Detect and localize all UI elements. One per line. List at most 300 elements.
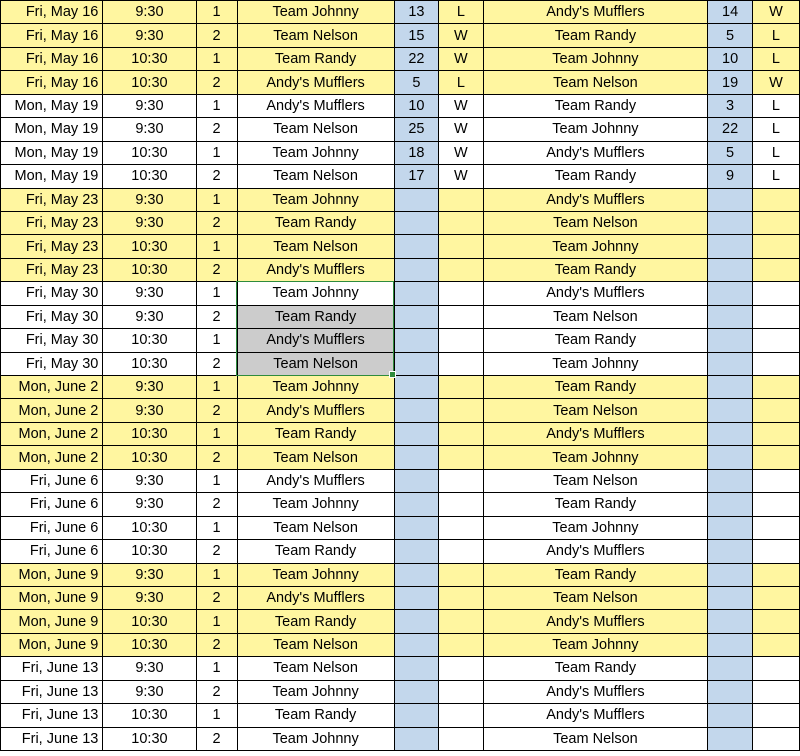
home-result-cell[interactable] — [439, 188, 483, 211]
away-result-cell[interactable] — [752, 211, 799, 234]
time-cell[interactable]: 10:30 — [103, 71, 196, 94]
away-team-cell[interactable]: Team Randy — [483, 563, 708, 586]
date-cell[interactable]: Fri, June 6 — [1, 493, 103, 516]
away-team-cell[interactable]: Team Johnny — [483, 516, 708, 539]
date-cell[interactable]: Fri, May 16 — [1, 71, 103, 94]
away-score-cell[interactable] — [708, 540, 753, 563]
home-result-cell[interactable] — [439, 305, 483, 328]
away-result-cell[interactable] — [752, 258, 799, 281]
home-team-cell[interactable]: Team Johnny — [237, 1, 394, 24]
away-result-cell[interactable] — [752, 563, 799, 586]
away-result-cell[interactable] — [752, 516, 799, 539]
time-cell[interactable]: 9:30 — [103, 586, 196, 609]
home-team-cell[interactable]: Team Nelson — [237, 165, 394, 188]
away-team-cell[interactable]: Andy's Mufflers — [483, 141, 708, 164]
field-cell[interactable]: 2 — [196, 211, 237, 234]
away-score-cell[interactable] — [708, 305, 753, 328]
time-cell[interactable]: 10:30 — [103, 352, 196, 375]
away-score-cell[interactable] — [708, 657, 753, 680]
away-team-cell[interactable]: Team Nelson — [483, 469, 708, 492]
field-cell[interactable]: 2 — [196, 118, 237, 141]
time-cell[interactable]: 10:30 — [103, 704, 196, 727]
home-team-cell[interactable]: Team Nelson — [237, 235, 394, 258]
away-result-cell[interactable] — [752, 422, 799, 445]
home-team-cell[interactable]: Team Nelson — [237, 24, 394, 47]
home-team-cell[interactable]: Team Johnny — [237, 727, 394, 750]
home-team-cell[interactable]: Team Randy — [237, 540, 394, 563]
schedule-row — [1, 352, 800, 375]
home-score-cell[interactable] — [394, 422, 439, 445]
away-score-cell[interactable] — [708, 516, 753, 539]
time-cell[interactable]: 10:30 — [103, 47, 196, 70]
date-cell[interactable]: Fri, June 6 — [1, 516, 103, 539]
away-team-cell[interactable]: Team Nelson — [483, 586, 708, 609]
date-cell[interactable]: Fri, May 23 — [1, 235, 103, 258]
home-score-cell[interactable] — [394, 680, 439, 703]
home-result-cell[interactable] — [439, 540, 483, 563]
time-cell[interactable]: 10:30 — [103, 610, 196, 633]
away-result-cell[interactable]: L — [752, 24, 799, 47]
field-cell[interactable]: 1 — [196, 282, 237, 305]
date-cell[interactable]: Mon, May 19 — [1, 165, 103, 188]
date-cell[interactable]: Mon, May 19 — [1, 118, 103, 141]
field-cell[interactable]: 2 — [196, 633, 237, 656]
away-score-cell[interactable] — [708, 399, 753, 422]
schedule-row — [1, 329, 800, 352]
home-score-cell[interactable] — [394, 540, 439, 563]
away-result-cell[interactable] — [752, 469, 799, 492]
away-score-cell[interactable] — [708, 211, 753, 234]
time-cell[interactable]: 9:30 — [103, 305, 196, 328]
date-cell[interactable]: Fri, June 13 — [1, 727, 103, 750]
away-team-cell[interactable]: Team Johnny — [483, 235, 708, 258]
home-result-cell[interactable] — [439, 235, 483, 258]
schedule-row — [1, 422, 800, 445]
home-score-cell[interactable] — [394, 727, 439, 750]
field-cell[interactable]: 2 — [196, 446, 237, 469]
time-cell[interactable]: 9:30 — [103, 657, 196, 680]
date-cell[interactable]: Fri, June 13 — [1, 704, 103, 727]
home-score-cell[interactable] — [394, 563, 439, 586]
time-cell[interactable]: 9:30 — [103, 282, 196, 305]
home-team-cell[interactable]: Andy's Mufflers — [237, 94, 394, 117]
date-cell[interactable]: Mon, June 2 — [1, 399, 103, 422]
field-cell[interactable]: 2 — [196, 352, 237, 375]
home-result-cell[interactable] — [439, 282, 483, 305]
away-result-cell[interactable] — [752, 493, 799, 516]
field-cell[interactable]: 2 — [196, 399, 237, 422]
date-cell[interactable]: Mon, May 19 — [1, 141, 103, 164]
away-team-cell[interactable]: Team Johnny — [483, 633, 708, 656]
home-score-cell[interactable] — [394, 258, 439, 281]
date-cell[interactable]: Fri, May 23 — [1, 211, 103, 234]
home-result-cell[interactable] — [439, 657, 483, 680]
date-cell[interactable]: Mon, June 9 — [1, 563, 103, 586]
away-team-cell[interactable]: Team Randy — [483, 376, 708, 399]
home-result-cell[interactable]: W — [439, 118, 483, 141]
home-team-cell[interactable]: Andy's Mufflers — [237, 586, 394, 609]
home-team-cell[interactable]: Team Randy — [237, 211, 394, 234]
home-result-cell[interactable]: L — [439, 1, 483, 24]
fill-handle[interactable] — [389, 371, 396, 378]
field-cell[interactable]: 2 — [196, 305, 237, 328]
home-score-cell[interactable]: 17 — [394, 165, 439, 188]
field-cell[interactable]: 2 — [196, 540, 237, 563]
away-result-cell[interactable] — [752, 305, 799, 328]
home-team-cell[interactable]: Andy's Mufflers — [237, 329, 394, 352]
home-score-cell[interactable]: 18 — [394, 141, 439, 164]
field-cell[interactable]: 1 — [196, 422, 237, 445]
home-result-cell[interactable] — [439, 258, 483, 281]
home-result-cell[interactable] — [439, 422, 483, 445]
field-cell[interactable]: 1 — [196, 329, 237, 352]
field-cell[interactable]: 1 — [196, 516, 237, 539]
date-cell[interactable]: Fri, May 23 — [1, 258, 103, 281]
away-team-cell[interactable]: Andy's Mufflers — [483, 540, 708, 563]
home-score-cell[interactable] — [394, 704, 439, 727]
date-cell[interactable]: Mon, June 2 — [1, 376, 103, 399]
home-result-cell[interactable] — [439, 680, 483, 703]
home-team-cell[interactable]: Team Nelson — [237, 657, 394, 680]
field-cell[interactable]: 1 — [196, 94, 237, 117]
home-score-cell[interactable] — [394, 399, 439, 422]
away-result-cell[interactable] — [752, 376, 799, 399]
away-team-cell[interactable]: Andy's Mufflers — [483, 704, 708, 727]
home-team-cell[interactable]: Team Johnny — [237, 188, 394, 211]
home-result-cell[interactable]: W — [439, 47, 483, 70]
away-team-cell[interactable]: Team Randy — [483, 258, 708, 281]
field-cell[interactable]: 2 — [196, 165, 237, 188]
home-score-cell[interactable]: 22 — [394, 47, 439, 70]
home-result-cell[interactable] — [439, 446, 483, 469]
date-cell[interactable]: Mon, June 9 — [1, 610, 103, 633]
away-score-cell[interactable]: 9 — [708, 165, 753, 188]
home-score-cell[interactable] — [394, 446, 439, 469]
away-result-cell[interactable] — [752, 727, 799, 750]
away-score-cell[interactable] — [708, 282, 753, 305]
date-cell[interactable]: Mon, May 19 — [1, 94, 103, 117]
date-cell[interactable]: Fri, June 13 — [1, 657, 103, 680]
away-score-cell[interactable] — [708, 633, 753, 656]
date-cell[interactable]: Fri, May 16 — [1, 1, 103, 24]
home-score-cell[interactable] — [394, 329, 439, 352]
away-result-cell[interactable] — [752, 586, 799, 609]
home-result-cell[interactable]: W — [439, 141, 483, 164]
home-score-cell[interactable]: 13 — [394, 1, 439, 24]
home-result-cell[interactable] — [439, 704, 483, 727]
time-cell[interactable]: 9:30 — [103, 211, 196, 234]
home-team-cell[interactable]: Team Johnny — [237, 493, 394, 516]
time-cell[interactable]: 9:30 — [103, 188, 196, 211]
home-score-cell[interactable] — [394, 211, 439, 234]
home-team-cell[interactable]: Team Nelson — [237, 352, 394, 375]
away-result-cell[interactable]: L — [752, 47, 799, 70]
schedule-row — [1, 188, 800, 211]
away-score-cell[interactable] — [708, 493, 753, 516]
time-cell[interactable]: 10:30 — [103, 422, 196, 445]
date-cell[interactable]: Fri, May 23 — [1, 188, 103, 211]
away-score-cell[interactable]: 3 — [708, 94, 753, 117]
home-team-cell[interactable]: Team Randy — [237, 422, 394, 445]
away-score-cell[interactable] — [708, 258, 753, 281]
time-cell[interactable]: 10:30 — [103, 165, 196, 188]
home-team-cell[interactable]: Team Johnny — [237, 376, 394, 399]
home-result-cell[interactable] — [439, 516, 483, 539]
date-cell[interactable]: Mon, June 9 — [1, 586, 103, 609]
home-team-cell[interactable]: Andy's Mufflers — [237, 469, 394, 492]
home-result-cell[interactable] — [439, 376, 483, 399]
field-cell[interactable]: 1 — [196, 704, 237, 727]
time-cell[interactable]: 9:30 — [103, 24, 196, 47]
time-cell[interactable]: 9:30 — [103, 376, 196, 399]
away-score-cell[interactable] — [708, 680, 753, 703]
away-score-cell[interactable] — [708, 188, 753, 211]
home-result-cell[interactable] — [439, 329, 483, 352]
date-cell[interactable]: Fri, May 30 — [1, 329, 103, 352]
home-result-cell[interactable] — [439, 493, 483, 516]
time-cell[interactable]: 9:30 — [103, 94, 196, 117]
away-result-cell[interactable]: L — [752, 118, 799, 141]
away-result-cell[interactable]: L — [752, 141, 799, 164]
home-result-cell[interactable] — [439, 399, 483, 422]
home-score-cell[interactable] — [394, 516, 439, 539]
home-result-cell[interactable] — [439, 352, 483, 375]
away-result-cell[interactable] — [752, 235, 799, 258]
date-cell[interactable]: Fri, May 16 — [1, 24, 103, 47]
away-result-cell[interactable]: L — [752, 94, 799, 117]
home-result-cell[interactable] — [439, 586, 483, 609]
schedule-row — [1, 704, 800, 727]
away-score-cell[interactable]: 19 — [708, 71, 753, 94]
away-team-cell[interactable]: Team Nelson — [483, 727, 708, 750]
away-team-cell[interactable]: Andy's Mufflers — [483, 680, 708, 703]
field-cell[interactable]: 2 — [196, 680, 237, 703]
field-cell[interactable]: 1 — [196, 563, 237, 586]
time-cell[interactable]: 9:30 — [103, 399, 196, 422]
time-cell[interactable]: 10:30 — [103, 540, 196, 563]
home-score-cell[interactable] — [394, 493, 439, 516]
time-cell[interactable]: 9:30 — [103, 680, 196, 703]
home-score-cell[interactable] — [394, 282, 439, 305]
field-cell[interactable]: 2 — [196, 727, 237, 750]
away-result-cell[interactable] — [752, 657, 799, 680]
date-cell[interactable]: Fri, June 6 — [1, 540, 103, 563]
home-score-cell[interactable] — [394, 352, 439, 375]
away-team-cell[interactable]: Team Nelson — [483, 211, 708, 234]
home-score-cell[interactable] — [394, 305, 439, 328]
time-cell[interactable]: 9:30 — [103, 118, 196, 141]
away-result-cell[interactable] — [752, 680, 799, 703]
away-score-cell[interactable] — [708, 704, 753, 727]
date-cell[interactable]: Fri, May 30 — [1, 305, 103, 328]
home-result-cell[interactable] — [439, 727, 483, 750]
home-score-cell[interactable] — [394, 188, 439, 211]
field-cell[interactable]: 1 — [196, 188, 237, 211]
field-cell[interactable]: 2 — [196, 493, 237, 516]
away-result-cell[interactable] — [752, 188, 799, 211]
field-cell[interactable]: 2 — [196, 71, 237, 94]
away-team-cell[interactable]: Team Johnny — [483, 118, 708, 141]
away-result-cell[interactable] — [752, 399, 799, 422]
schedule-row — [1, 94, 800, 117]
time-cell[interactable]: 10:30 — [103, 235, 196, 258]
away-score-cell[interactable] — [708, 586, 753, 609]
away-score-cell[interactable] — [708, 469, 753, 492]
home-result-cell[interactable]: L — [439, 71, 483, 94]
home-team-cell[interactable]: Team Nelson — [237, 446, 394, 469]
away-result-cell[interactable] — [752, 540, 799, 563]
away-result-cell[interactable]: W — [752, 71, 799, 94]
schedule-row — [1, 165, 800, 188]
field-cell[interactable]: 1 — [196, 610, 237, 633]
field-cell[interactable]: 2 — [196, 586, 237, 609]
away-result-cell[interactable] — [752, 704, 799, 727]
field-cell[interactable]: 1 — [196, 469, 237, 492]
home-score-cell[interactable]: 10 — [394, 94, 439, 117]
field-cell[interactable]: 1 — [196, 141, 237, 164]
away-result-cell[interactable] — [752, 446, 799, 469]
home-result-cell[interactable] — [439, 211, 483, 234]
date-cell[interactable]: Fri, June 13 — [1, 680, 103, 703]
home-result-cell[interactable] — [439, 563, 483, 586]
away-team-cell[interactable]: Team Johnny — [483, 352, 708, 375]
field-cell[interactable]: 2 — [196, 24, 237, 47]
home-result-cell[interactable]: W — [439, 94, 483, 117]
away-score-cell[interactable] — [708, 329, 753, 352]
away-result-cell[interactable] — [752, 329, 799, 352]
away-score-cell[interactable] — [708, 352, 753, 375]
schedule-row — [1, 563, 800, 586]
home-score-cell[interactable] — [394, 235, 439, 258]
away-team-cell[interactable]: Team Randy — [483, 493, 708, 516]
away-result-cell[interactable]: L — [752, 165, 799, 188]
time-cell[interactable]: 10:30 — [103, 516, 196, 539]
home-team-cell[interactable]: Team Randy — [237, 47, 394, 70]
away-team-cell[interactable]: Team Nelson — [483, 305, 708, 328]
schedule-row — [1, 71, 800, 94]
away-result-cell[interactable] — [752, 282, 799, 305]
away-team-cell[interactable]: Team Nelson — [483, 71, 708, 94]
home-score-cell[interactable] — [394, 633, 439, 656]
field-cell[interactable]: 2 — [196, 258, 237, 281]
away-team-cell[interactable]: Team Randy — [483, 657, 708, 680]
time-cell[interactable]: 10:30 — [103, 329, 196, 352]
home-team-cell[interactable]: Team Nelson — [237, 633, 394, 656]
away-team-cell[interactable]: Team Randy — [483, 24, 708, 47]
field-cell[interactable]: 1 — [196, 657, 237, 680]
away-result-cell[interactable] — [752, 352, 799, 375]
date-cell[interactable]: Fri, May 16 — [1, 47, 103, 70]
away-team-cell[interactable]: Team Johnny — [483, 446, 708, 469]
away-score-cell[interactable]: 10 — [708, 47, 753, 70]
time-cell[interactable]: 10:30 — [103, 258, 196, 281]
away-team-cell[interactable]: Andy's Mufflers — [483, 422, 708, 445]
home-team-cell[interactable]: Team Nelson — [237, 516, 394, 539]
home-score-cell[interactable] — [394, 376, 439, 399]
away-score-cell[interactable] — [708, 563, 753, 586]
home-score-cell[interactable]: 15 — [394, 24, 439, 47]
home-team-cell[interactable]: Team Randy — [237, 610, 394, 633]
schedule-row — [1, 586, 800, 609]
time-cell[interactable]: 10:30 — [103, 141, 196, 164]
field-cell[interactable]: 1 — [196, 376, 237, 399]
date-cell[interactable]: Mon, June 2 — [1, 446, 103, 469]
home-team-cell[interactable]: Team Johnny — [237, 680, 394, 703]
home-score-cell[interactable] — [394, 657, 439, 680]
home-team-cell[interactable]: Andy's Mufflers — [237, 399, 394, 422]
away-team-cell[interactable]: Team Nelson — [483, 399, 708, 422]
away-team-cell[interactable]: Andy's Mufflers — [483, 188, 708, 211]
away-score-cell[interactable]: 14 — [708, 1, 753, 24]
away-team-cell[interactable]: Andy's Mufflers — [483, 1, 708, 24]
home-team-cell[interactable]: Andy's Mufflers — [237, 71, 394, 94]
time-cell[interactable]: 9:30 — [103, 1, 196, 24]
time-cell[interactable]: 10:30 — [103, 446, 196, 469]
home-score-cell[interactable] — [394, 469, 439, 492]
home-team-cell[interactable]: Andy's Mufflers — [237, 258, 394, 281]
field-cell[interactable]: 1 — [196, 235, 237, 258]
home-result-cell[interactable] — [439, 469, 483, 492]
away-score-cell[interactable] — [708, 446, 753, 469]
away-result-cell[interactable]: W — [752, 1, 799, 24]
away-score-cell[interactable] — [708, 610, 753, 633]
away-team-cell[interactable]: Andy's Mufflers — [483, 610, 708, 633]
home-team-cell[interactable]: Team Johnny — [237, 141, 394, 164]
home-result-cell[interactable] — [439, 633, 483, 656]
away-team-cell[interactable]: Andy's Mufflers — [483, 282, 708, 305]
home-score-cell[interactable]: 5 — [394, 71, 439, 94]
date-cell[interactable]: Fri, June 6 — [1, 469, 103, 492]
field-cell[interactable]: 1 — [196, 47, 237, 70]
home-score-cell[interactable]: 25 — [394, 118, 439, 141]
field-cell[interactable]: 1 — [196, 1, 237, 24]
home-result-cell[interactable]: W — [439, 165, 483, 188]
date-cell[interactable]: Fri, May 30 — [1, 282, 103, 305]
away-result-cell[interactable] — [752, 610, 799, 633]
schedule-row — [1, 469, 800, 492]
date-cell[interactable]: Fri, May 30 — [1, 352, 103, 375]
away-score-cell[interactable]: 5 — [708, 141, 753, 164]
away-score-cell[interactable]: 5 — [708, 24, 753, 47]
home-result-cell[interactable]: W — [439, 24, 483, 47]
time-cell[interactable]: 9:30 — [103, 563, 196, 586]
away-result-cell[interactable] — [752, 633, 799, 656]
away-score-cell[interactable] — [708, 376, 753, 399]
time-cell[interactable]: 9:30 — [103, 493, 196, 516]
date-cell[interactable]: Mon, June 9 — [1, 633, 103, 656]
home-team-cell[interactable]: Team Randy — [237, 305, 394, 328]
away-score-cell[interactable] — [708, 235, 753, 258]
home-score-cell[interactable] — [394, 610, 439, 633]
away-team-cell[interactable]: Team Johnny — [483, 47, 708, 70]
home-score-cell[interactable] — [394, 586, 439, 609]
time-cell[interactable]: 9:30 — [103, 469, 196, 492]
away-score-cell[interactable]: 22 — [708, 118, 753, 141]
home-result-cell[interactable] — [439, 610, 483, 633]
home-team-cell[interactable]: Team Johnny — [237, 563, 394, 586]
away-team-cell[interactable]: Team Randy — [483, 329, 708, 352]
time-cell[interactable]: 10:30 — [103, 727, 196, 750]
home-team-cell[interactable]: Team Randy — [237, 704, 394, 727]
away-team-cell[interactable]: Team Randy — [483, 165, 708, 188]
home-team-cell[interactable]: Team Johnny — [237, 282, 394, 305]
away-score-cell[interactable] — [708, 727, 753, 750]
away-score-cell[interactable] — [708, 422, 753, 445]
date-cell[interactable]: Mon, June 2 — [1, 422, 103, 445]
home-team-cell[interactable]: Team Nelson — [237, 118, 394, 141]
away-team-cell[interactable]: Team Randy — [483, 94, 708, 117]
time-cell[interactable]: 10:30 — [103, 633, 196, 656]
